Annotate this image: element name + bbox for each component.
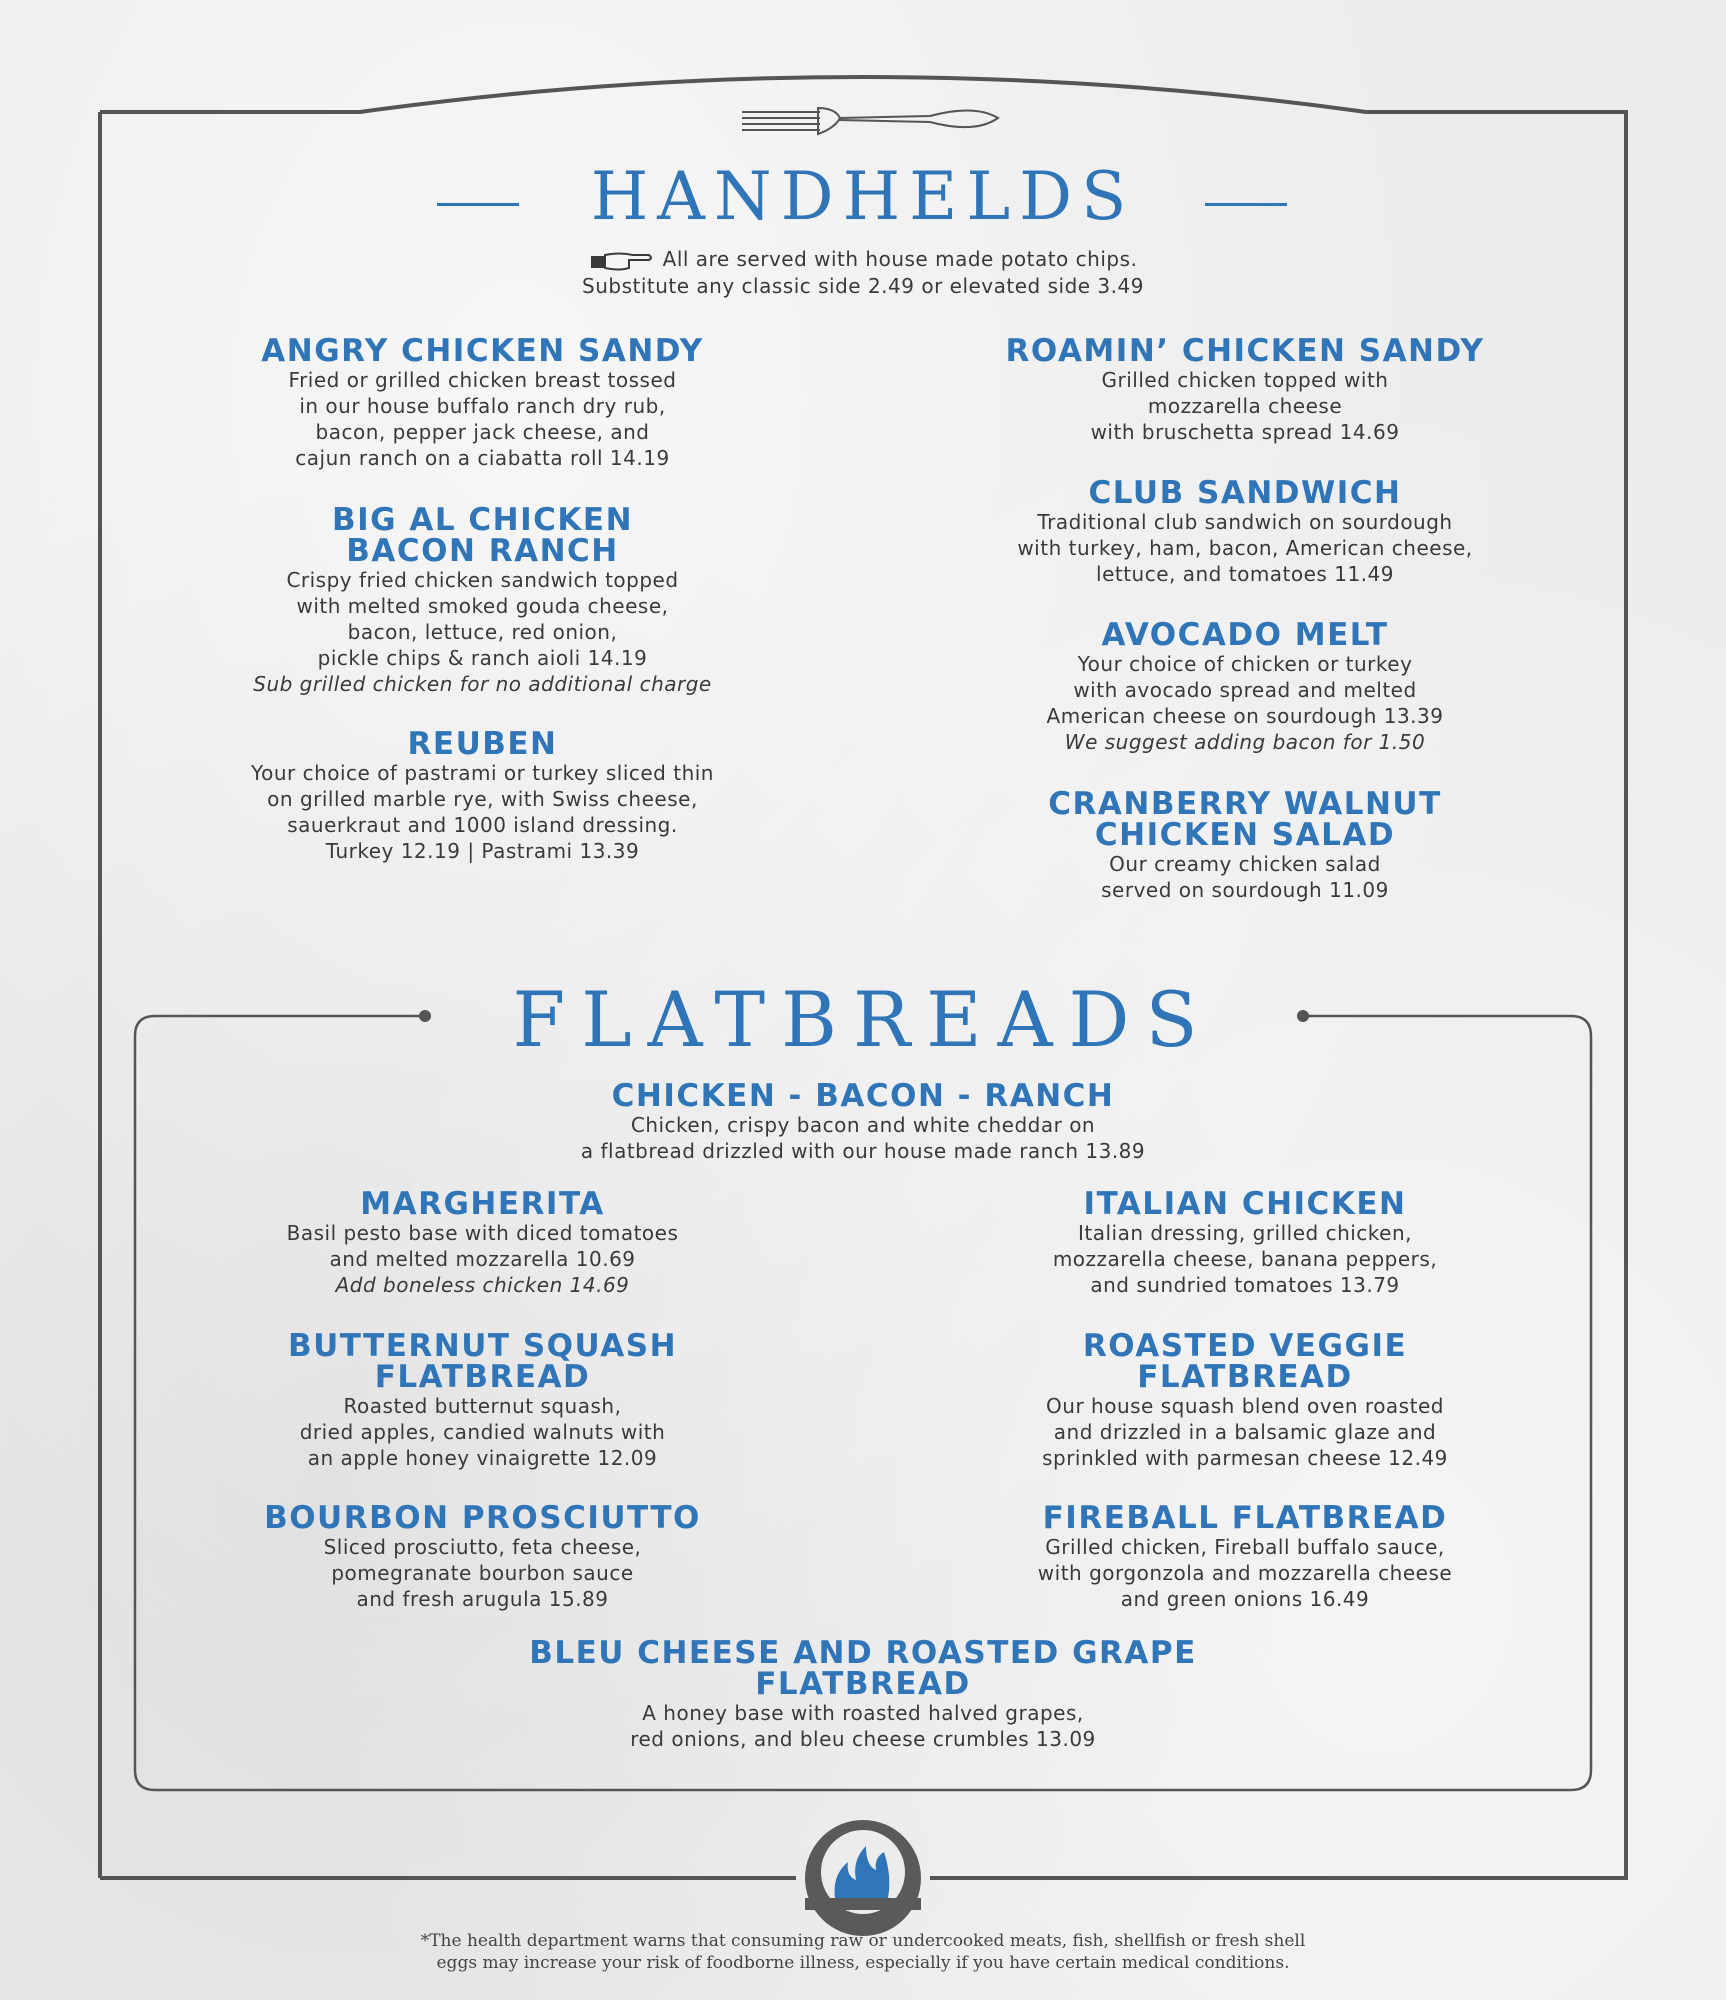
menu-item-bleu-cheese-roasted-grape-flatbread xyxy=(300,1635,1426,1752)
item-desc: Traditional club sandwich on sourdough xyxy=(1037,510,1453,534)
item-note: Add boneless chicken 14.69 xyxy=(335,1273,630,1297)
item-desc: Crispy fried chicken sandwich topped xyxy=(286,568,679,592)
item-note: We suggest adding bacon for 1.50 xyxy=(1064,730,1426,754)
item-desc: lettuce, and tomatoes 11.49 xyxy=(1096,562,1394,586)
menu-item-butternut-squash-flatbread xyxy=(140,1328,825,1471)
menu-item-club-sandwich xyxy=(900,475,1590,587)
menu-item-big-al-chicken-bacon-ranch xyxy=(140,502,825,697)
item-title: CLUB SANDWICH xyxy=(1088,475,1402,511)
health-disclaimer xyxy=(0,1930,1726,1974)
item-desc: with gorgonzola and mozzarella cheese xyxy=(1037,1561,1453,1585)
item-desc: Chicken, crispy bacon and white cheddar on xyxy=(630,1113,1096,1137)
item-desc: and fresh arugula 15.89 xyxy=(356,1587,609,1611)
item-desc: an apple honey vinaigrette 12.09 xyxy=(307,1446,658,1470)
item-desc: pomegranate bourbon sauce xyxy=(331,1561,634,1585)
item-desc: Turkey 12.19 | Pastrami 13.39 xyxy=(325,839,640,863)
menu-item-bourbon-prosciutto xyxy=(140,1500,825,1612)
flame-logo-icon xyxy=(805,1820,921,1936)
menu-item-margherita xyxy=(140,1186,825,1298)
item-desc: mozzarella cheese xyxy=(1147,394,1343,418)
item-title: CHICKEN - BACON - RANCH xyxy=(611,1078,1115,1114)
item-title: BOURBON PROSCIUTTO xyxy=(264,1500,701,1536)
item-desc: American cheese on sourdough 13.39 xyxy=(1046,704,1444,728)
item-desc: and sundried tomatoes 13.79 xyxy=(1090,1273,1400,1297)
menu-item-roasted-veggie-flatbread xyxy=(900,1328,1590,1471)
flatbreads-title: FLATBREADS xyxy=(512,975,1214,1064)
item-desc: with avocado spread and melted xyxy=(1073,678,1417,702)
item-desc: Italian dressing, grilled chicken, xyxy=(1077,1221,1413,1245)
item-desc: mozzarella cheese, banana peppers, xyxy=(1052,1247,1438,1271)
item-title: FIREBALL FLATBREAD xyxy=(1042,1500,1448,1536)
menu-item-reuben xyxy=(140,726,825,864)
intro-line-1: All are served with house made potato chips. xyxy=(662,247,1138,271)
menu-item-angry-chicken-sandy xyxy=(140,333,825,471)
item-title: ROASTED VEGGIE xyxy=(1082,1328,1408,1364)
menu-item-chicken-bacon-ranch xyxy=(300,1078,1426,1164)
item-desc: Fried or grilled chicken breast tossed xyxy=(288,368,677,392)
menu-item-cranberry-walnut-chicken-salad xyxy=(900,786,1590,903)
item-desc: Grilled chicken, Fireball buffalo sauce, xyxy=(1045,1535,1445,1559)
item-title: BUTTERNUT SQUASH xyxy=(287,1328,678,1364)
item-desc: pickle chips & ranch aioli 14.19 xyxy=(317,646,648,670)
item-desc: served on sourdough 11.09 xyxy=(1101,878,1389,902)
item-title: ANGRY CHICKEN SANDY xyxy=(261,333,704,369)
item-desc: in our house buffalo ranch dry rub, xyxy=(299,394,666,418)
item-desc: red onions, and bleu cheese crumbles 13.09 xyxy=(630,1727,1096,1751)
menu-item-italian-chicken xyxy=(900,1186,1590,1298)
item-desc: and green onions 16.49 xyxy=(1120,1587,1370,1611)
disclaimer-line-1: *The health department warns that consuming raw or undercooked meats, fish, shellfish or fresh shell xyxy=(420,1931,1306,1951)
pointing-hand-icon xyxy=(589,250,655,272)
item-desc: Sliced prosciutto, feta cheese, xyxy=(323,1535,642,1559)
item-desc: with turkey, ham, bacon, American cheese, xyxy=(1017,536,1473,560)
handhelds-intro xyxy=(0,246,1726,300)
item-desc: sprinkled with parmesan cheese 12.49 xyxy=(1042,1446,1448,1470)
item-title: BLEU CHEESE AND ROASTED GRAPE xyxy=(529,1635,1197,1671)
item-note: Sub grilled chicken for no additional charge xyxy=(253,672,712,696)
item-desc: a flatbread drizzled with our house made ranch 13.89 xyxy=(580,1139,1146,1163)
item-desc: with bruschetta spread 14.69 xyxy=(1090,420,1400,444)
item-desc: bacon, pepper jack cheese, and xyxy=(315,420,650,444)
item-title: FLATBREAD xyxy=(374,1359,591,1395)
item-title: MARGHERITA xyxy=(360,1186,605,1222)
item-desc: Your choice of pastrami or turkey sliced thin xyxy=(251,761,714,785)
item-desc: Our house squash blend oven roasted xyxy=(1046,1394,1444,1418)
item-desc: Our creamy chicken salad xyxy=(1109,852,1381,876)
item-title: CRANBERRY WALNUT xyxy=(1048,786,1442,822)
item-desc: and drizzled in a balsamic glaze and xyxy=(1053,1420,1437,1444)
item-desc: and melted mozzarella 10.69 xyxy=(329,1247,636,1271)
menu-item-fireball-flatbread xyxy=(900,1500,1590,1612)
item-title: FLATBREAD xyxy=(1137,1359,1353,1395)
disclaimer-line-2: eggs may increase your risk of foodborne illness, especially if you have certain medical conditions. xyxy=(436,1953,1290,1973)
item-title: CHICKEN SALAD xyxy=(1094,817,1396,853)
fork-icon xyxy=(742,108,998,134)
item-title: BACON RANCH xyxy=(346,533,619,569)
menu-item-avocado-melt xyxy=(900,617,1590,755)
item-desc: on grilled marble rye, with Swiss cheese, xyxy=(267,787,698,811)
item-desc: with melted smoked gouda cheese, xyxy=(296,594,669,618)
item-title: BIG AL CHICKEN xyxy=(331,502,634,538)
item-title: FLATBREAD xyxy=(755,1666,971,1702)
item-desc: sauerkraut and 1000 island dressing. xyxy=(287,813,678,837)
item-title: AVOCADO MELT xyxy=(1101,617,1389,653)
item-title: REUBEN xyxy=(407,726,558,762)
menu-item-roamin-chicken-sandy xyxy=(900,333,1590,445)
item-title: ITALIAN CHICKEN xyxy=(1083,1186,1407,1222)
item-desc: Basil pesto base with diced tomatoes xyxy=(286,1221,679,1245)
item-desc: dried apples, candied walnuts with xyxy=(299,1420,666,1444)
item-desc: cajun ranch on a ciabatta roll 14.19 xyxy=(295,446,670,470)
item-desc: A honey base with roasted halved grapes, xyxy=(642,1701,1084,1725)
item-title: ROAMIN’ CHICKEN SANDY xyxy=(1005,333,1485,369)
intro-line-2: Substitute any classic side 2.49 or elevated side 3.49 xyxy=(582,274,1144,298)
item-desc: Your choice of chicken or turkey xyxy=(1077,652,1413,676)
item-desc: Roasted butternut squash, xyxy=(343,1394,622,1418)
item-desc: bacon, lettuce, red onion, xyxy=(347,620,618,644)
handhelds-title: HANDHELDS xyxy=(590,158,1136,235)
item-desc: Grilled chicken topped with xyxy=(1101,368,1389,392)
